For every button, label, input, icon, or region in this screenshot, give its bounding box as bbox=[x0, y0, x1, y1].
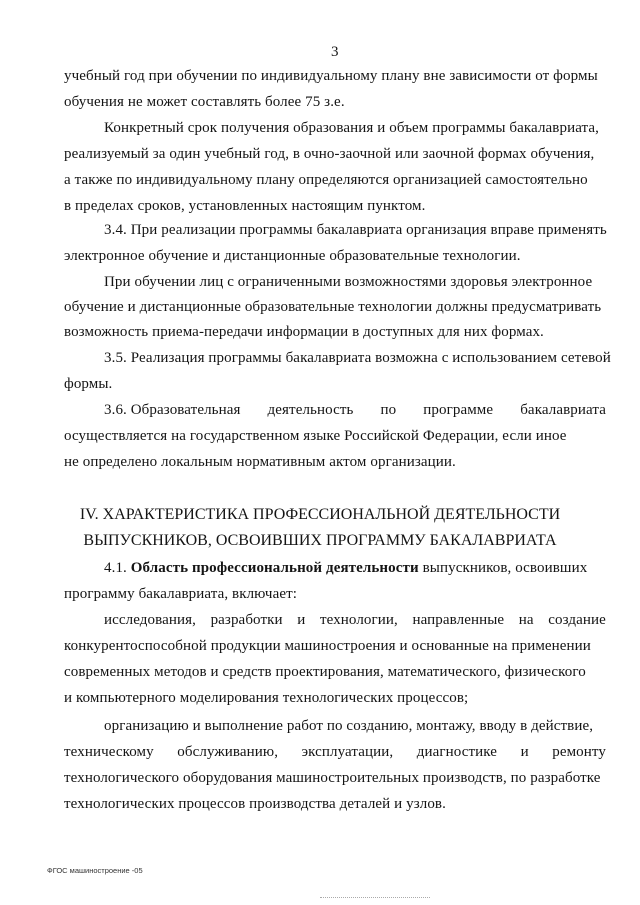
text-line: организацию и выполнение работ по созданию, монтажу, вводу в действие, bbox=[104, 718, 594, 734]
page-number: 3 bbox=[331, 44, 339, 60]
section-heading: IV. ХАРАКТЕРИСТИКА ПРОФЕССИОНАЛЬНОЙ ДЕЯТЕЛЬНОСТИ bbox=[79, 506, 561, 523]
word: и bbox=[297, 612, 306, 628]
section-heading: ВЫПУСКНИКОВ, ОСВОИВШИХ ПРОГРАММУ БАКАЛАВРИАТА bbox=[83, 532, 557, 549]
text-line: 3.4. При реализации программы бакалавриата организация вправе применять bbox=[104, 222, 607, 238]
word: диагностике bbox=[416, 744, 498, 760]
word: 3.6. Образовательная bbox=[104, 402, 241, 418]
word: технологии, bbox=[319, 612, 398, 628]
footer: ФГОС машиностроение -05 bbox=[47, 866, 143, 875]
text-line: реализуемый за один учебный год, в очно-заочной или заочной формах обучения, bbox=[64, 146, 595, 162]
text-line: программу бакалавриата, включает: bbox=[64, 586, 298, 602]
bold-term: Область профессиональной деятельности bbox=[130, 560, 419, 576]
text-line bbox=[64, 742, 606, 762]
word: ремонту bbox=[552, 744, 606, 760]
word: эксплуатации, bbox=[301, 744, 394, 760]
word: техническому bbox=[64, 744, 154, 760]
text-line: Конкретный срок получения образования и объем программы бакалавриата, bbox=[104, 120, 600, 136]
text-line: При обучении лиц с ограниченными возможностями здоровья электронное bbox=[104, 274, 593, 290]
word: программе bbox=[423, 402, 494, 418]
text-line: обучения не может составлять более 75 з.е. bbox=[64, 94, 345, 110]
text-line: обучение и дистанционные образовательные технологии должны предусматривать bbox=[64, 299, 602, 315]
word: разработки bbox=[210, 612, 283, 628]
text-line: конкурентоспособной продукции машиностроения и основанные на применении bbox=[64, 638, 591, 654]
text-line: учебный год при обучении по индивидуальному плану вне зависимости от формы bbox=[64, 68, 598, 84]
word: по bbox=[380, 402, 397, 418]
section-number: 4.1. bbox=[104, 560, 127, 576]
text-line: формы. bbox=[64, 376, 113, 392]
text-line: в пределах сроков, установленных настоящим пунктом. bbox=[64, 198, 426, 214]
word: бакалавриата bbox=[520, 402, 606, 418]
text-line: современных методов и средств проектирования, математического, физического bbox=[64, 664, 586, 680]
text-line bbox=[104, 400, 606, 420]
text-line: технологического оборудования машиностроительных производств, по разработке bbox=[64, 770, 601, 786]
word: обслуживанию, bbox=[177, 744, 279, 760]
text-line: а также по индивидуальному плану определяются организацией самостоятельно bbox=[64, 172, 588, 188]
text-span: выпускников, освоивших bbox=[422, 560, 588, 576]
text-line: технологических процессов производства деталей и узлов. bbox=[64, 796, 446, 812]
text-line bbox=[104, 610, 606, 630]
scan-edge-mark bbox=[320, 897, 430, 900]
text-line: 3.5. Реализация программы бакалавриата возможна с использованием сетевой bbox=[104, 350, 611, 366]
text-line: осуществляется на государственном языке Российской Федерации, если иное bbox=[64, 428, 567, 444]
word: и bbox=[520, 744, 529, 760]
text-line: и компьютерного моделирования технологических процессов; bbox=[64, 690, 469, 706]
word: направленные bbox=[412, 612, 505, 628]
word: создание bbox=[548, 612, 606, 628]
text-line: электронное обучение и дистанционные образовательные технологии. bbox=[64, 248, 521, 264]
word: деятельность bbox=[267, 402, 354, 418]
text-line bbox=[104, 558, 587, 578]
text-line: возможность приема-передачи информации в доступных для них формах. bbox=[64, 324, 544, 340]
word: исследования, bbox=[104, 612, 196, 628]
text-line: не определено локальным нормативным актом организации. bbox=[64, 454, 456, 470]
word: на bbox=[518, 612, 534, 628]
